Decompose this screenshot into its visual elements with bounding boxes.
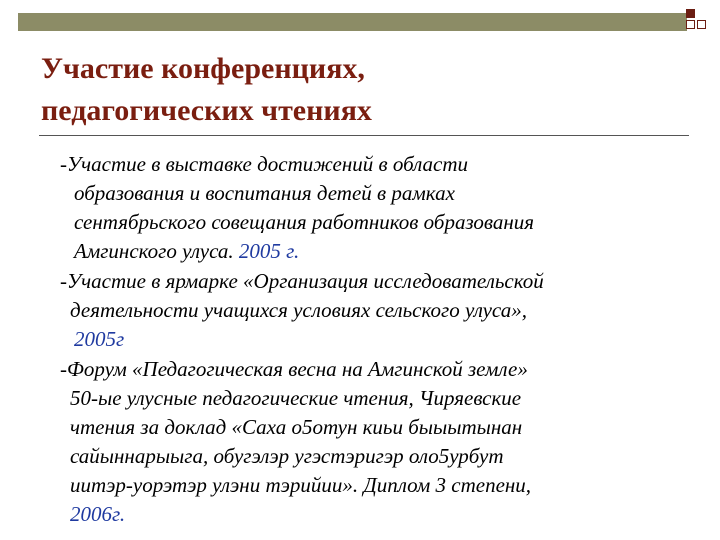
text-line: 50-ые улусные педагогические чтения, Чиряевские xyxy=(70,386,522,410)
decor-square-filled xyxy=(686,9,695,18)
text-line: чтения за доклад «Саха о5отун киьи быыытынан xyxy=(70,415,523,439)
text-line: -Форум «Педагогическая весна на Амгинской земле» xyxy=(60,357,528,381)
decor-square-outline-2 xyxy=(697,20,706,29)
text-fragment: Амгинского улуса. xyxy=(74,239,239,263)
year-label: 2006г. xyxy=(70,502,126,526)
text-line: сентябрьского совещания работников образования xyxy=(74,210,535,234)
title-divider xyxy=(39,135,689,136)
list-item-fair xyxy=(60,267,700,354)
text-line: сайыннарыыга, обугэлэр угэстэригэр оло5урбут xyxy=(70,444,504,468)
text-line: -Участие в ярмарке «Организация исследовательской xyxy=(60,269,544,293)
text-line: иитэр-уорэтэр улэни тэрийии». Диплом 3 степени, xyxy=(70,473,532,497)
year-label: 2005г xyxy=(74,327,125,351)
slide-body xyxy=(60,150,700,530)
text-line: образования и воспитания детей в рамках xyxy=(74,181,455,205)
list-item-exhibition xyxy=(60,150,700,266)
top-decorative-bar xyxy=(18,13,687,31)
year-label: 2005 г. xyxy=(238,239,300,263)
text-line xyxy=(60,237,700,266)
slide-title xyxy=(41,48,641,132)
title-line-1: Участие конференциях, xyxy=(41,52,365,85)
title-line-2: педагогических чтениях xyxy=(41,94,372,127)
decor-square-outline-1 xyxy=(686,20,695,29)
text-line: деятельности учащихся условиях сельского улуса», xyxy=(70,298,527,322)
list-item-forum xyxy=(60,355,700,529)
text-line: -Участие в выставке достижений в области xyxy=(60,152,469,176)
